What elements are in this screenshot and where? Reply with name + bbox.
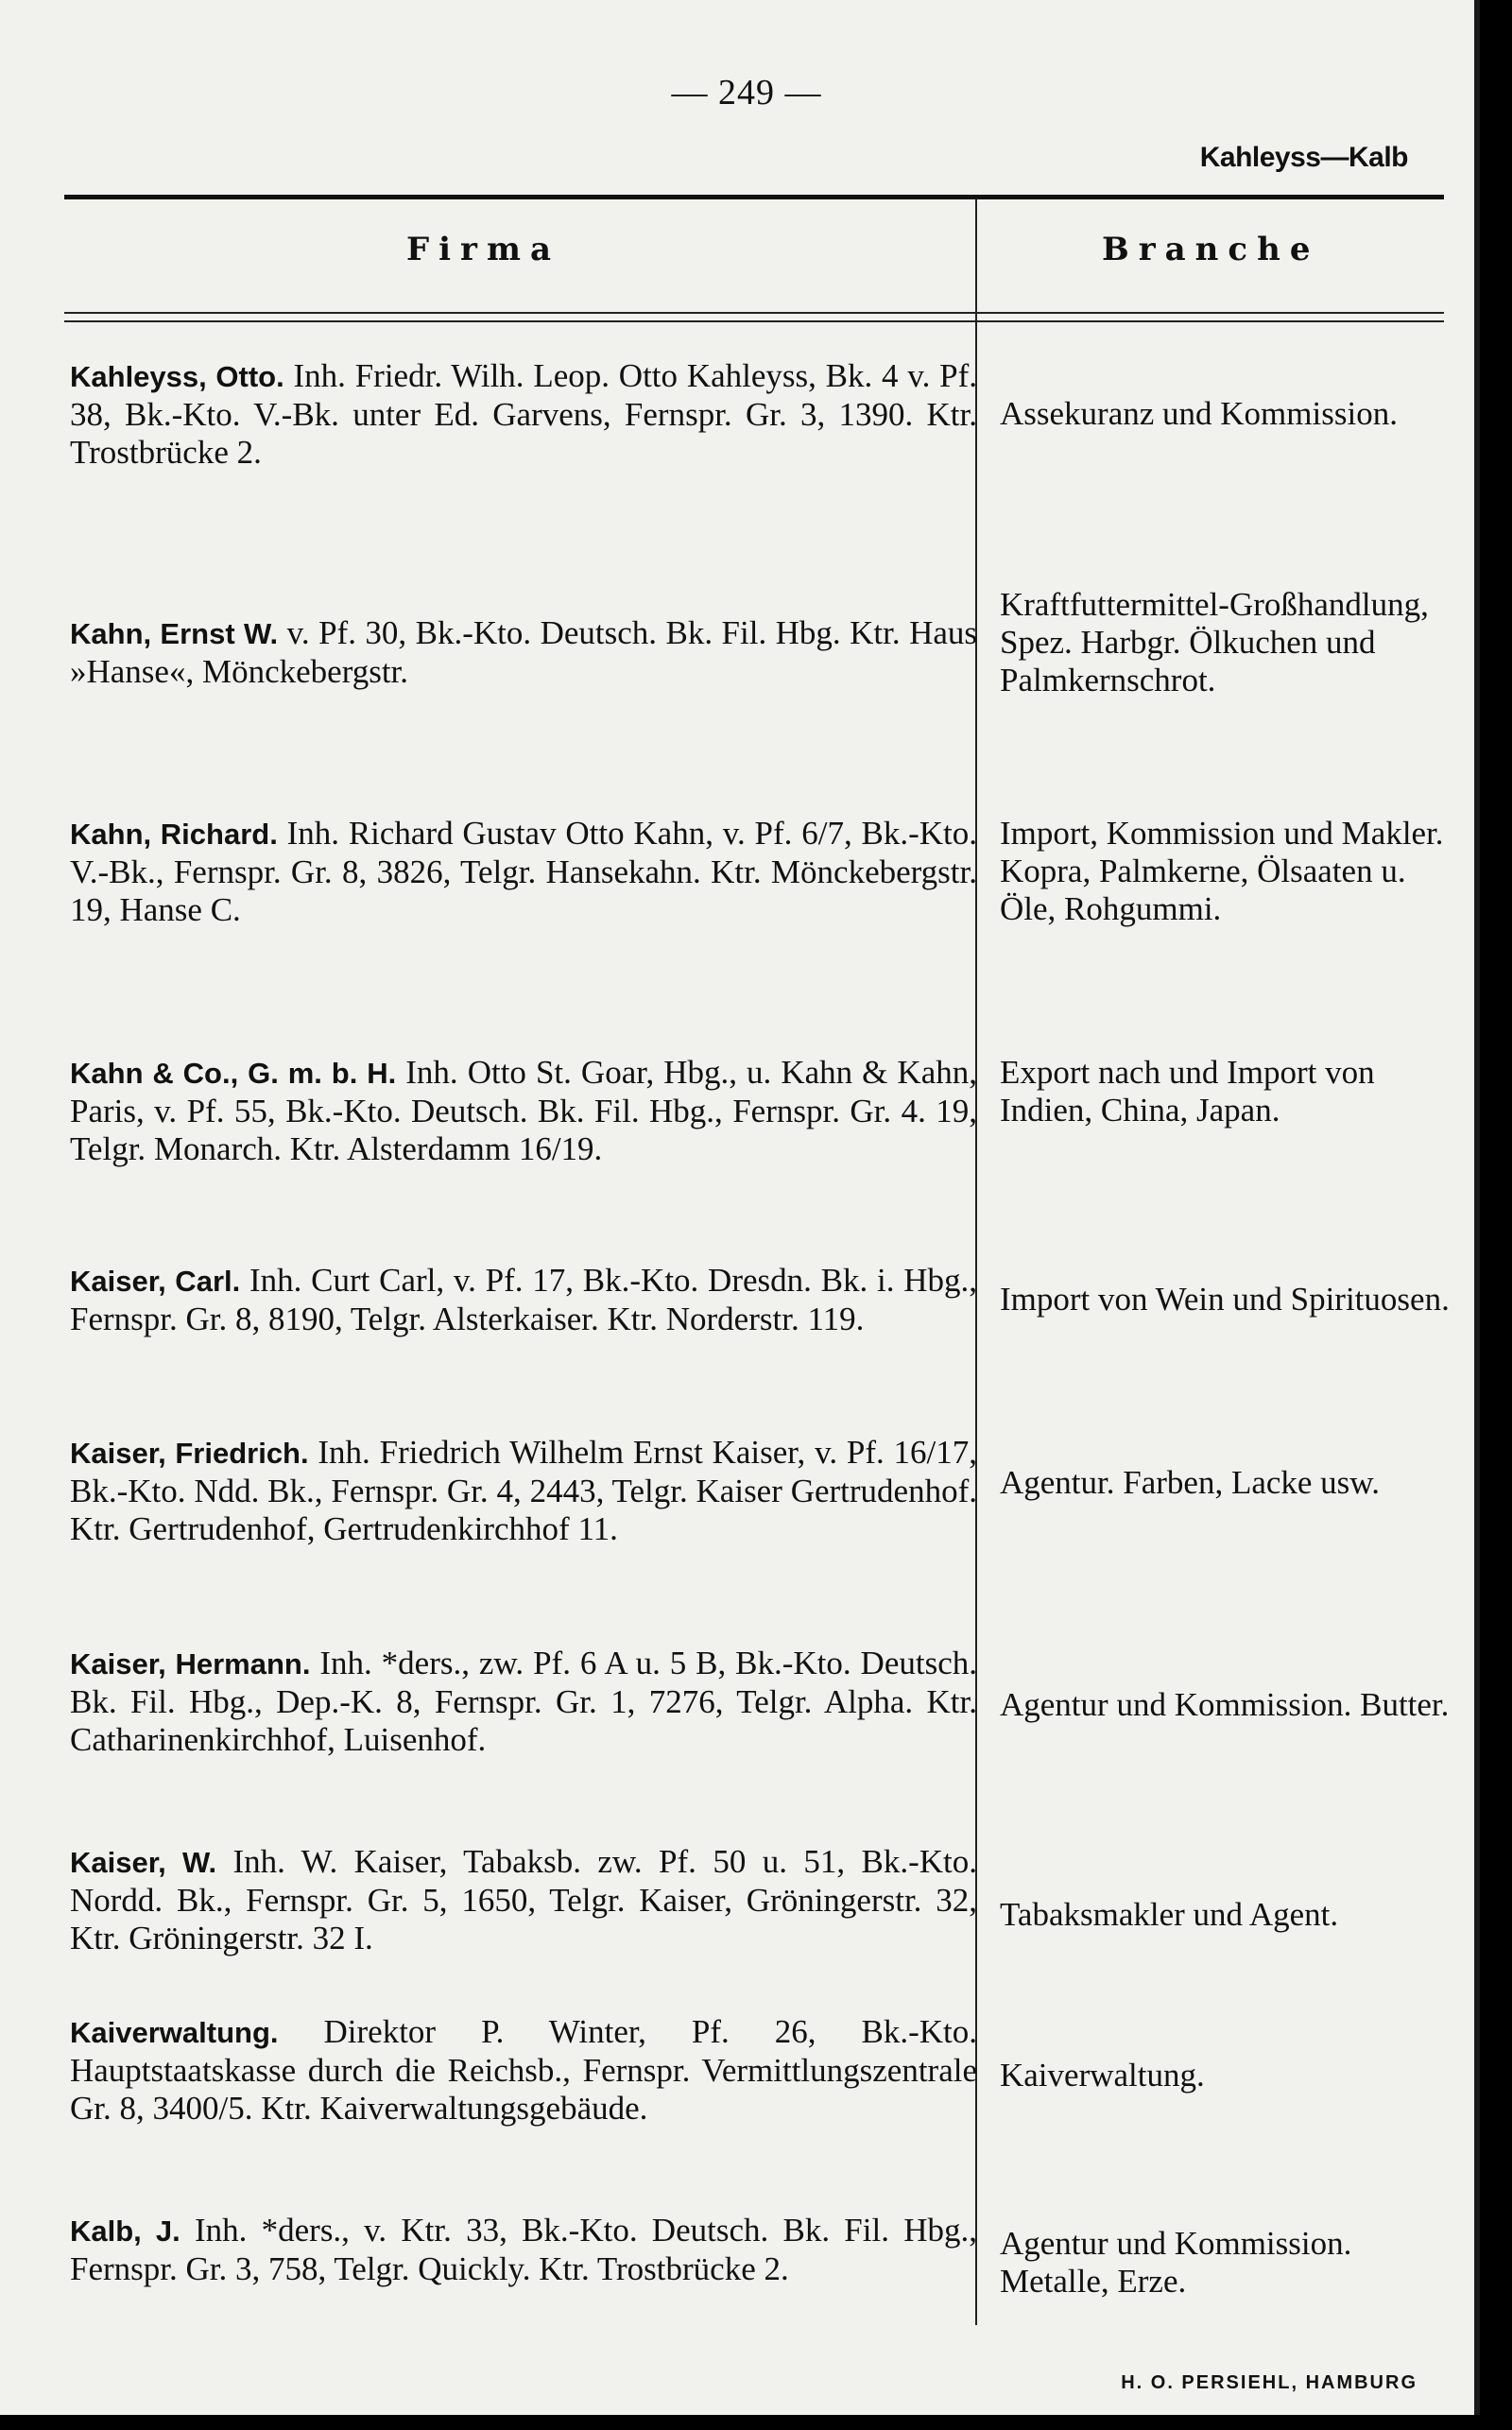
firm-block <box>70 1645 977 1759</box>
branche-value: Export nach und Import von Indien, China, Japan. <box>1000 1054 1375 1129</box>
branche-text <box>1000 1896 1453 1934</box>
branche-value: Agentur. Farben, Lacke usw. <box>1000 1464 1381 1501</box>
firm-details: v. Pf. 30, Bk.-Kto. Deutsch. Bk. Fil. Hbg. Ktr. Haus »Hanse«, Mönckebergstr. <box>70 614 978 690</box>
branche-value: Agentur und Kommission. Butter. <box>1000 1686 1450 1723</box>
branche-text <box>1000 395 1453 433</box>
firm-details: Direktor P. Winter, Pf. 26, Bk.-Kto. Hauptstaatskasse durch die Reichsb., Fernspr. Vermittlungszentrale Gr. 8, 3400/5. Ktr. Kaiverwaltungsgebäude. <box>70 2013 978 2127</box>
firm-block <box>70 1262 977 1338</box>
branche-text <box>1000 1464 1453 1502</box>
firm-name: Kaiser, W. <box>70 1846 217 1879</box>
firm-block <box>70 357 977 472</box>
header-rule <box>64 195 1444 199</box>
branche-value: Import von Wein und Spirituosen. <box>1000 1281 1450 1318</box>
firm-details: Inh. *ders., v. Ktr. 33, Bk.-Kto. Deutsch. Bk. Fil. Hbg., Fernspr. Gr. 3, 758, Telgr. Quickly. Ktr. Trostbrücke 2. <box>70 2212 977 2287</box>
branche-value: Kraftfuttermittel-Großhandlung, Spez. Harbgr. Ölkuchen und Palmkernschrot. <box>1000 586 1429 698</box>
firm-block <box>70 614 977 691</box>
branche-value: Assekuranz und Kommission. <box>1000 395 1398 432</box>
firm-block <box>70 2013 977 2128</box>
branche-text <box>1000 2225 1453 2301</box>
firm-details: Inh. *ders., zw. Pf. 6 A u. 5 B, Bk.-Kto. Deutsch. Bk. Fil. Hbg., Dep.-K. 8, Fernspr. Gr. 1, 7276, Telgr. Alpha. Ktr. Catharinenkirchhof, Luisenhof. <box>70 1645 977 1758</box>
branche-text <box>1000 815 1453 928</box>
page-number: — 249 — <box>671 73 822 112</box>
branche-text <box>1000 1686 1453 1724</box>
firm-block <box>70 2212 977 2288</box>
branche-text <box>1000 1054 1453 1129</box>
branche-value: Tabaksmakler und Agent. <box>1000 1896 1339 1933</box>
firm-name: Kahn, Richard. <box>70 818 278 851</box>
printer-imprint: H. O. PERSIEHL, HAMBURG <box>1121 2372 1418 2393</box>
firm-block <box>70 1054 977 1168</box>
branche-text <box>1000 586 1453 699</box>
firm-name: Kaiverwaltung. <box>70 2016 279 2049</box>
branche-text <box>1000 2057 1453 2094</box>
header-double-rule <box>64 312 1444 322</box>
firm-name: Kaiser, Carl. <box>70 1265 241 1298</box>
firm-block <box>70 815 977 929</box>
firm-name: Kahleyss, Otto. <box>70 360 284 393</box>
branche-value: Kaiverwaltung. <box>1000 2057 1205 2094</box>
firm-name: Kalb, J. <box>70 2215 180 2248</box>
firm-details: Inh. W. Kaiser, Tabaksb. zw. Pf. 50 u. 51, Bk.-Kto. Nordd. Bk., Fernspr. Gr. 5, 1650, Telgr. Kaiser, Gröningerstr. 32, Ktr. Gröningerstr. 32 I. <box>70 1843 977 1956</box>
firm-name: Kahn, Ernst W. <box>70 617 279 650</box>
branche-value: Agentur und Kommission. Metalle, Erze. <box>1000 2225 1352 2300</box>
firm-details: Inh. Curt Carl, v. Pf. 17, Bk.-Kto. Dresdn. Bk. i. Hbg., Fernspr. Gr. 8, 8190, Telgr. Alsterkaiser. Ktr. Norderstr. 119. <box>70 1262 978 1337</box>
firm-details: Inh. Friedr. Wilh. Leop. Otto Kahleyss, Bk. 4 v. Pf. 38, Bk.-Kto. V.-Bk. unter Ed. Garvens, Fernspr. Gr. 3, 1390. Ktr. Trostbrücke 2. <box>70 357 977 471</box>
firm-details: Inh. Friedrich Wilhelm Ernst Kaiser, v. Pf. 16/17, Bk.-Kto. Ndd. Bk., Fernspr. Gr. 4, 2443, Telgr. Kaiser Gertrudenhof. Ktr. Gertrudenhof, Gertrudenkirchhof 11. <box>70 1434 977 1547</box>
column-header-branche: Branche <box>1102 231 1320 268</box>
branche-text <box>1000 1281 1453 1318</box>
firm-details: Inh. Otto St. Goar, Hbg., u. Kahn & Kahn, Paris, v. Pf. 55, Bk.-Kto. Deutsch. Bk. Fil. Hbg., Fernspr. Gr. 4. 19, Telgr. Monarch. Ktr. Alsterdamm 16/19. <box>70 1054 977 1167</box>
branche-value: Import, Kommission und Makler. Kopra, Palmkerne, Ölsaaten u. Öle, Rohgummi. <box>1000 815 1444 927</box>
firm-block <box>70 1843 977 1957</box>
running-head: Kahleyss—Kalb <box>1199 142 1408 173</box>
firm-details: Inh. Richard Gustav Otto Kahn, v. Pf. 6/7, Bk.-Kto. V.-Bk., Fernspr. Gr. 8, 3826, Telgr. Hansekahn. Ktr. Mönckebergstr. 19, Hanse C. <box>70 815 977 928</box>
firm-name: Kaiser, Friedrich. <box>70 1437 309 1470</box>
firm-block <box>70 1434 977 1548</box>
firm-name: Kaiser, Hermann. <box>70 1647 311 1680</box>
firm-name: Kahn & Co., G. m. b. H. <box>70 1057 397 1090</box>
column-header-firma: Firma <box>406 231 560 268</box>
